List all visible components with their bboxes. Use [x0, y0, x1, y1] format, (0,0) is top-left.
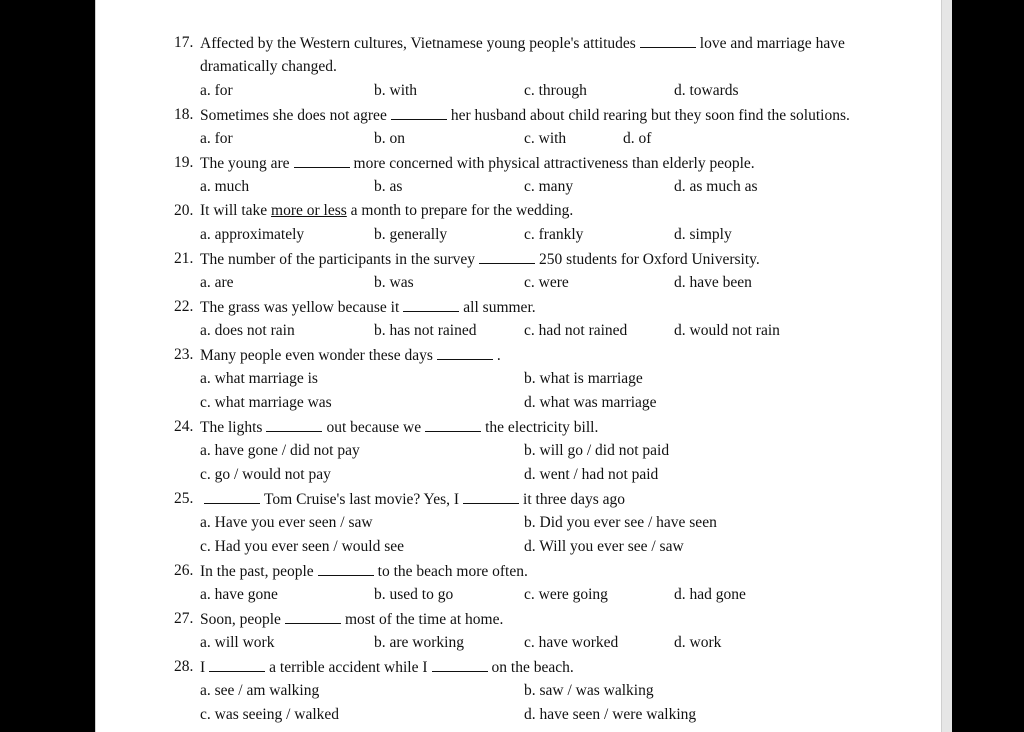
answer-option[interactable]: d. work — [674, 634, 722, 651]
question-text: It will take — [200, 202, 268, 219]
answer-option[interactable]: d. had gone — [674, 586, 746, 603]
answer-option[interactable]: d. as much as — [674, 178, 758, 195]
question-text: most of the time at home. — [344, 611, 504, 628]
answer-option[interactable]: d. what was marriage — [524, 394, 657, 411]
answer-option[interactable]: a. approximately — [200, 226, 305, 243]
answer-option[interactable]: b. are working — [374, 634, 464, 651]
scrollbar[interactable] — [942, 0, 952, 732]
question-number: 22. — [174, 298, 194, 315]
question-number: 17. — [174, 34, 194, 51]
answer-blank[interactable] — [640, 33, 696, 48]
answer-option[interactable]: c. were going — [524, 586, 608, 603]
question-text: Affected by the Western cultures, Vietnamese young people's attitudes — [200, 35, 636, 52]
question-text: on the beach. — [491, 659, 574, 676]
question-stem — [200, 105, 850, 126]
answer-blank[interactable] — [432, 657, 488, 672]
question-text: The grass was yellow because it — [200, 299, 400, 316]
answer-option[interactable]: c. Had you ever seen / would see — [200, 538, 405, 555]
question-text: out because we — [326, 419, 422, 436]
answer-option[interactable]: c. frankly — [524, 226, 584, 243]
question-number: 18. — [174, 106, 194, 123]
answer-blank[interactable] — [425, 417, 481, 432]
answer-blank[interactable] — [209, 657, 265, 672]
answer-option[interactable]: c. were — [524, 274, 569, 291]
answer-blank[interactable] — [391, 105, 447, 120]
question-stem — [200, 249, 760, 270]
answer-blank[interactable] — [294, 153, 350, 168]
answer-option[interactable]: a. have gone / did not pay — [200, 442, 360, 459]
answer-option[interactable]: b. has not rained — [374, 322, 477, 339]
answer-option[interactable]: b. saw / was walking — [524, 682, 654, 699]
question-number: 25. — [174, 490, 194, 507]
question-text: love and marriage have — [699, 35, 845, 52]
answer-option[interactable]: d. have seen / were walking — [524, 706, 697, 723]
answer-option[interactable]: d. went / had not paid — [524, 466, 659, 483]
answer-option[interactable]: c. have worked — [524, 634, 619, 651]
answer-option[interactable]: a. for — [200, 130, 233, 147]
answer-option[interactable]: c. what marriage was — [200, 394, 332, 411]
answer-option[interactable]: c. had not rained — [524, 322, 628, 339]
question-text: The lights — [200, 419, 263, 436]
answer-option[interactable]: b. used to go — [374, 586, 454, 603]
question-number: 20. — [174, 202, 194, 219]
question-stem — [200, 561, 528, 582]
question-text: . — [496, 347, 501, 364]
answer-option[interactable]: b. was — [374, 274, 414, 291]
question-stem — [200, 297, 536, 318]
document-page — [95, 0, 942, 732]
underlined-phrase: more or less — [271, 202, 347, 219]
question-stem — [200, 417, 598, 438]
answer-option[interactable]: a. what marriage is — [200, 370, 318, 387]
question-number: 27. — [174, 610, 194, 627]
question-stem — [200, 489, 625, 510]
question-stem — [200, 657, 574, 678]
answer-option[interactable]: d. Will you ever see / saw — [524, 538, 684, 555]
answer-blank[interactable] — [479, 249, 535, 264]
answer-option[interactable]: a. much — [200, 178, 250, 195]
answer-option[interactable]: a. Have you ever seen / saw — [200, 514, 373, 531]
answer-option[interactable]: d. towards — [674, 82, 739, 99]
answer-option[interactable]: b. generally — [374, 226, 448, 243]
question-text: 250 students for Oxford University. — [539, 251, 760, 268]
question-number: 19. — [174, 154, 194, 171]
question-text: it three days ago — [523, 491, 626, 508]
question-text: the electricity bill. — [485, 419, 599, 436]
answer-option[interactable]: b. will go / did not paid — [524, 442, 670, 459]
answer-blank[interactable] — [285, 609, 341, 624]
answer-option[interactable]: a. does not rain — [200, 322, 295, 339]
question-number: 21. — [174, 250, 194, 267]
answer-blank[interactable] — [318, 561, 374, 576]
answer-option[interactable]: d. have been — [674, 274, 752, 291]
answer-blank[interactable] — [403, 297, 459, 312]
answer-option[interactable]: b. what is marriage — [524, 370, 643, 387]
question-number: 23. — [174, 346, 194, 363]
answer-option[interactable]: b. on — [374, 130, 405, 147]
answer-option[interactable]: a. have gone — [200, 586, 278, 603]
answer-option[interactable]: d. of — [623, 130, 652, 147]
question-text: Tom Cruise's last movie? Yes, I — [264, 491, 460, 508]
answer-blank[interactable] — [204, 489, 260, 504]
question-text: all summer. — [463, 299, 536, 316]
question-stem — [200, 609, 503, 630]
answer-option[interactable]: c. with — [524, 130, 567, 147]
answer-blank[interactable] — [266, 417, 322, 432]
answer-option[interactable]: d. simply — [674, 226, 732, 243]
question-stem — [200, 33, 845, 54]
question-text: Many people even wonder these days — [200, 347, 433, 364]
answer-option[interactable]: c. through — [524, 82, 587, 99]
question-text: her husband about child rearing but they soon find the solutions. — [450, 107, 850, 124]
answer-option[interactable]: c. was seeing / walked — [200, 706, 340, 723]
answer-option[interactable]: b. with — [374, 82, 418, 99]
question-stem — [200, 153, 755, 174]
answer-option[interactable]: d. would not rain — [674, 322, 780, 339]
answer-option[interactable]: a. will work — [200, 634, 275, 651]
answer-blank[interactable] — [437, 345, 493, 360]
answer-option[interactable]: c. many — [524, 178, 574, 195]
question-text: I — [200, 659, 206, 676]
answer-option[interactable]: c. go / would not pay — [200, 466, 331, 483]
answer-option[interactable]: a. for — [200, 82, 233, 99]
answer-option[interactable]: b. as — [374, 178, 403, 195]
question-text: a month to prepare for the wedding. — [350, 202, 574, 219]
question-text: The young are — [200, 155, 290, 172]
answer-option[interactable]: a. are — [200, 274, 234, 291]
answer-blank[interactable] — [463, 489, 519, 504]
answer-option[interactable]: a. see / am walking — [200, 682, 320, 699]
question-text: to the beach more often. — [377, 563, 528, 580]
question-text: In the past, people — [200, 563, 314, 580]
answer-option[interactable]: b. Did you ever see / have seen — [524, 514, 717, 531]
question-text: a terrible accident while I — [269, 659, 428, 676]
question-text: more concerned with physical attractiveness than elderly people. — [353, 155, 755, 172]
question-stem — [200, 345, 501, 366]
question-number: 26. — [174, 562, 194, 579]
question-continuation: dramatically changed. — [200, 58, 337, 75]
question-text: Soon, people — [200, 611, 281, 628]
question-stem — [200, 201, 573, 221]
question-number: 24. — [174, 418, 194, 435]
question-number: 28. — [174, 658, 194, 675]
question-text: The number of the participants in the survey — [200, 251, 476, 268]
question-text: Sometimes she does not agree — [200, 107, 387, 124]
